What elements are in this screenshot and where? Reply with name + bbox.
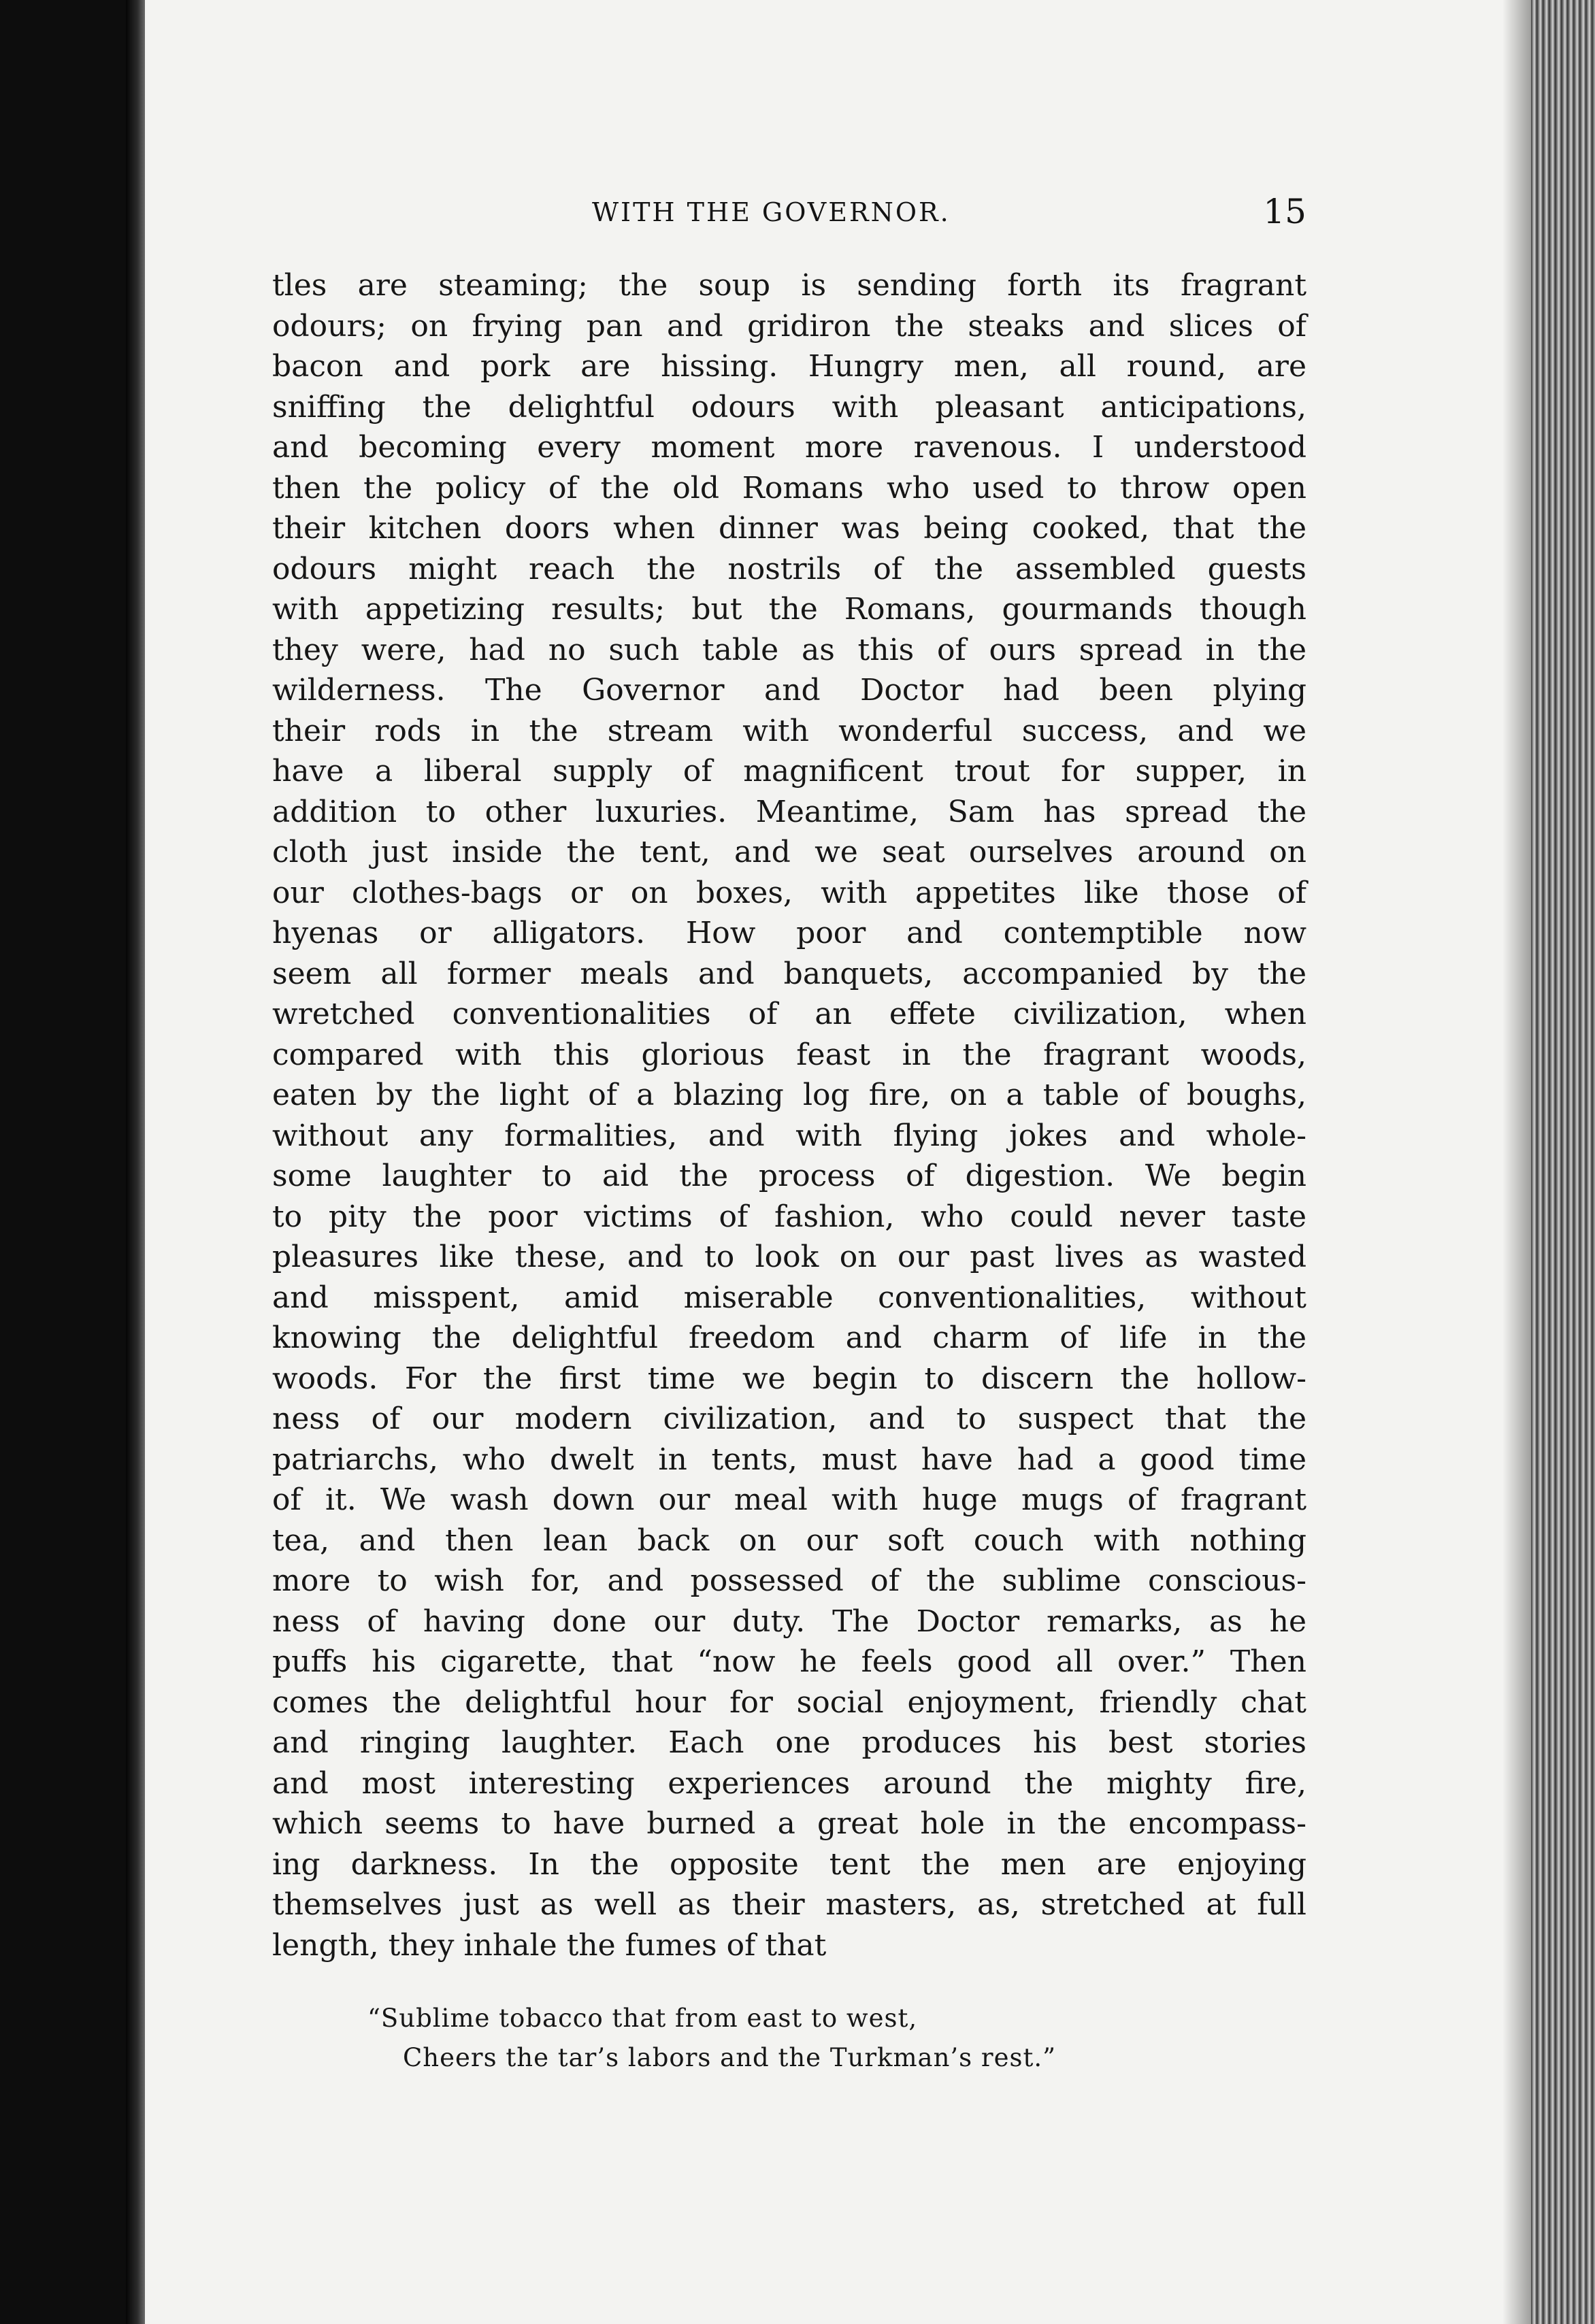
text-line: their kitchen doors when dinner was being cooked, that the [272,511,1306,546]
text-line: and ringing laughter. Each one produces his best stories [272,1725,1306,1760]
text-line: comes the delightful hour for social enjoyment, friendly chat [272,1684,1306,1720]
body-text [272,265,1306,1965]
text-line: some laughter to aid the process of digestion. We begin [272,1159,1306,1193]
text-line: of it. We wash down our meal with huge mugs of fragrant [272,1482,1306,1517]
spine-shadow [1502,0,1531,2324]
text-line: wretched conventionalities of an effete civilization, when [272,997,1306,1031]
text-line: and most interesting experiences around the mighty fire, [272,1765,1306,1801]
verse-quote [272,1999,1306,2078]
text-line: their rods in the stream with wonderful success, and we [272,713,1306,748]
text-line: to pity the poor victims of fashion, who could never taste [272,1199,1306,1234]
text-line: tea, and then lean back on our soft couch with nothing [272,1523,1306,1558]
text-line: pleasures like these, and to look on our past lives as wasted [272,1240,1306,1274]
text-line: ness of having done our duty. The Doctor remarks, as he [272,1604,1306,1639]
text-line: themselves just as well as their masters, as, stretched at full [272,1887,1306,1922]
text-line: odours; on frying pan and gridiron the steaks and slices of [272,308,1306,344]
text-line: compared with this glorious feast in the fragrant woods, [272,1037,1306,1072]
quote-line: Cheers the tar’s labors and the Turkman’s rest.” [403,2043,1057,2072]
text-line: without any formalities, and with flying jokes and whole- [272,1118,1306,1153]
text-line: woods. For the first time we begin to discern the hollow- [272,1361,1306,1396]
text-line: puffs his cigarette, that “now he feels good all over.” Then [272,1644,1306,1679]
text-line: bacon and pork are hissing. Hungry men, all round, are [272,349,1306,384]
text-line: wilderness. The Governor and Doctor had been plying [272,673,1306,708]
text-line: and becoming every moment more ravenous. I understood [272,430,1306,465]
page-number: 15 [1263,192,1306,231]
text-line: then the policy of the old Romans who used to throw open [272,470,1306,505]
text-line: addition to other luxuries. Meantime, Sam has spread the [272,794,1306,829]
quote-line: “Sublime tobacco that from east to west, [367,2004,918,2033]
text-line: ness of our modern civilization, and to suspect that the [272,1401,1306,1436]
text-line: they were, had no such table as this of ours spread in the [272,632,1306,667]
text-line: ing darkness. In the opposite tent the men are enjoying [272,1846,1306,1882]
text-line: hyenas or alligators. How poor and contemptible now [272,916,1306,950]
text-line: tles are steaming; the soup is sending forth its fragrant [272,268,1306,303]
text-line: our clothes-bags or on boxes, with appetites like those of [272,875,1306,910]
text-line: patriarchs, who dwelt in tents, must have had a good time [272,1442,1306,1477]
text-line: and misspent, amid miserable conventionalities, without [272,1280,1306,1315]
running-title: WITH THE GOVERNOR. [592,197,951,227]
text-line: have a liberal supply of magnificent trout for supper, in [272,754,1306,788]
text-line: cloth just inside the tent, and we seat ourselves around on [272,835,1306,869]
text-line: odours might reach the nostrils of the assembled guests [272,551,1306,586]
page-left-edge [126,0,145,2324]
running-head [272,192,1306,246]
text-line: sniffing the delightful odours with pleasant anticipations, [272,389,1306,425]
text-line: with appetizing results; but the Romans, gourmands though [272,592,1306,627]
text-line: seem all former meals and banquets, accompanied by the [272,956,1306,991]
page-stack-edges [1531,0,1595,2324]
text-line: knowing the delightful freedom and charm of life in the [272,1321,1306,1355]
text-line: length, they inhale the fumes of that [272,1927,827,1963]
text-line: eaten by the light of a blazing log fire, on a table of boughs, [272,1078,1306,1112]
text-line: more to wish for, and possessed of the sublime conscious- [272,1563,1306,1598]
text-line: which seems to have burned a great hole in the encompass- [272,1806,1306,1841]
